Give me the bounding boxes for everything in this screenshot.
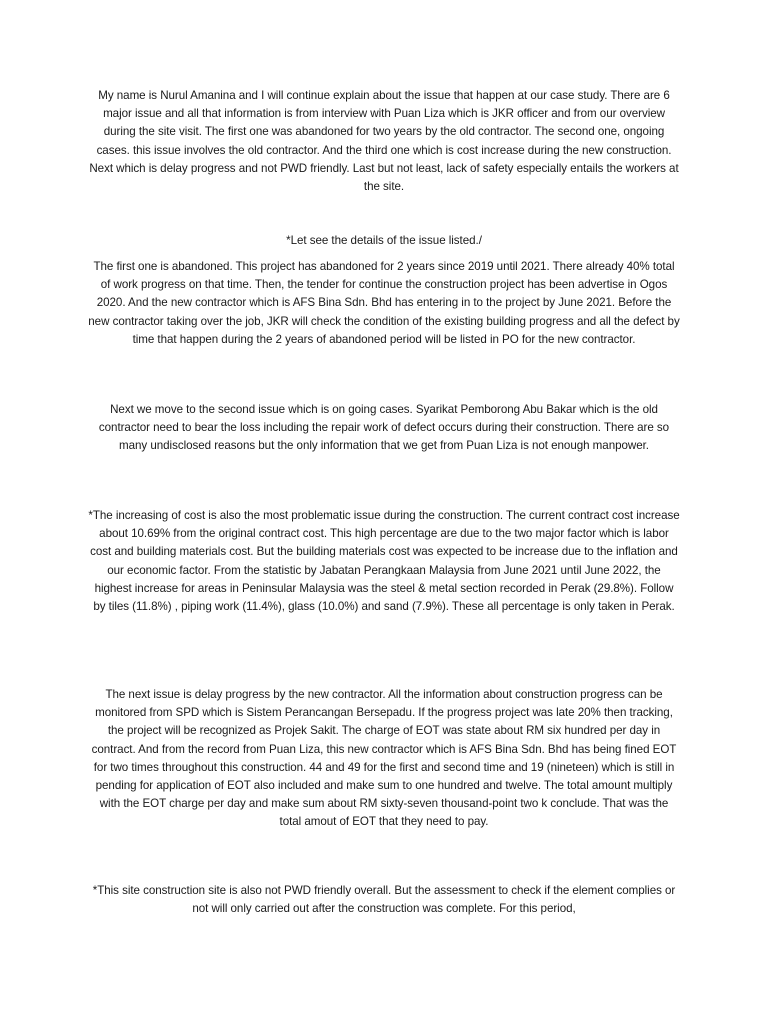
delay-progress-paragraph: The next issue is delay progress by the new contractor. All the information about construction progress can be monitored from SPD which is Sistem Perancangan Bersepadu. If the progress project was late 20% then tracking, the project will be recognized as Projek Sakit. The charge of EOT was state about RM six hundred per day in contract. And from the record from Puan Liza, this new contractor which is AFS Bina Sdn. Bhd has being fined EOT for two times throughout this construction. 44 and 49 for the first and second time and 19 (nineteen) which is still in pending for application of EOT also included and make sum to one hundred and twelve. The total amount multiply with the EOT charge per day and make sum about RM sixty-seven thousand-point two k conclude. That was the total amout of EOT that they need to pay. (91, 688, 677, 829)
intro-paragraph: My name is Nurul Amanina and I will continue explain about the issue that happen at our case study. There are 6 major issue and all that information is from interview with Puan Liza which is JKR officer and from our overview during the site visit. The first one was abandoned for two years by the old contractor. The second one, ongoing cases. this issue involves the old contractor. And the third one which is cost increase during the new construction. Next which is delay progress and not PWD friendly. Last but not least, lack of safety especially entails the workers at the site. (89, 89, 679, 194)
pwd-friendly-paragraph: *This site construction site is also not PWD friendly overall. But the assessment to check if the element complies or not will only carried out after the construction was complete. For this period, (92, 884, 676, 916)
ongoing-cases-paragraph: Next we move to the second issue which is on going cases. Syarikat Pemborong Abu Bakar which is the old contractor need to bear the loss including the repair work of defect occurs during their construction. There are so many undisclosed reasons but the only information that we get from Puan Liza is not enough manpower. (98, 403, 670, 453)
cost-increase-paragraph: *The increasing of cost is also the most problematic issue during the construction. The current contract cost increase about 10.69% from the original contract cost. This high percentage are due to the two major factor which is labor cost and building materials cost. But the building materials cost was expected to be increase due to the inflation and our economic factor. From the statistic by Jabatan Perangkaan Malaysia from June 2021 until June 2022, the highest increase for areas in Peninsular Malaysia was the steel & metal section recorded in Perak (29.8%). Follow by tiles (11.8%) , piping work (11.4%), glass (10.0%) and sand (7.9%). These all percentage is only taken in Perak. (88, 509, 680, 614)
issue-details-heading: *Let see the details of the issue listed./ (286, 234, 482, 247)
abandoned-issue-paragraph: The first one is abandoned. This project has abandoned for 2 years since 2019 until 2021. There already 40% total of work progress on that time. Then, the tender for continue the construction project has been advertise in Ogos 2020. And the new contractor which is AFS Bina Sdn. Bhd has entering in to the project by June 2021. Before the new contractor taking over the job, JKR will check the condition of the existing building progress and all the defect by time that happen during the 2 years of abandoned period will be listed in PO for the new contractor. (88, 260, 680, 346)
